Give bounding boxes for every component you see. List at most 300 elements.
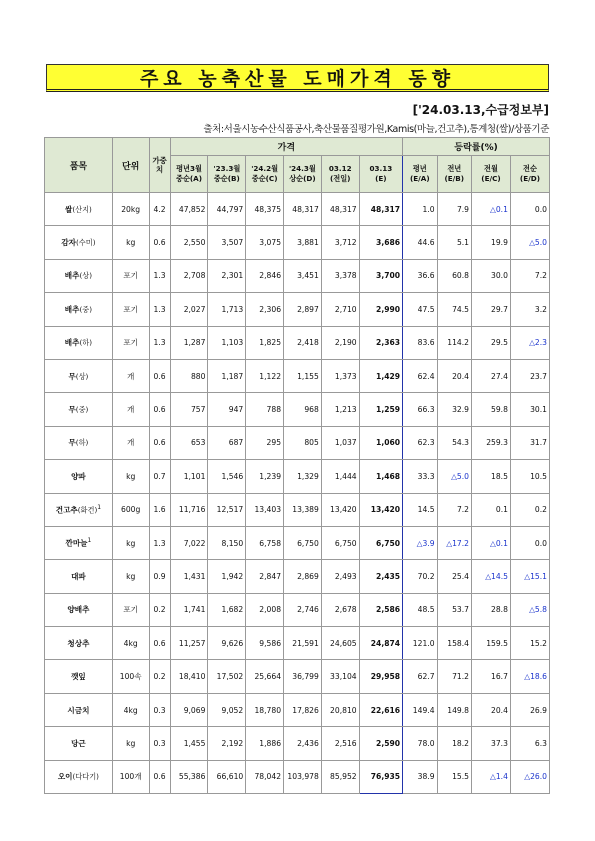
item-name: 배추 bbox=[64, 304, 80, 314]
unit-cell: 4kg bbox=[112, 693, 149, 726]
price-cell: 48,317 bbox=[321, 193, 359, 226]
header-price-col-line1: 03.13 bbox=[369, 164, 393, 173]
price-cell: 947 bbox=[208, 393, 246, 426]
rate-cell: 18.5 bbox=[472, 460, 511, 493]
table-row bbox=[45, 193, 550, 226]
price-cell: 1,213 bbox=[321, 393, 359, 426]
item-name-cell bbox=[45, 426, 113, 459]
item-name: 청상추 bbox=[67, 638, 90, 648]
header-price-col-line1: '24.2월 bbox=[251, 164, 279, 173]
price-cell: 2,306 bbox=[246, 293, 284, 326]
price-cell: 9,069 bbox=[170, 693, 208, 726]
rate-cell: 60.8 bbox=[437, 259, 471, 292]
price-cell: 2,550 bbox=[170, 226, 208, 259]
item-name-cell bbox=[45, 226, 113, 259]
table-row bbox=[45, 326, 550, 359]
unit-cell: 포기 bbox=[112, 259, 149, 292]
item-name: 깻잎 bbox=[71, 672, 86, 682]
header-rate-col bbox=[437, 156, 471, 193]
weight-cell: 0.2 bbox=[149, 593, 170, 626]
item-name: 양파 bbox=[71, 471, 86, 481]
header-rate-col-line2: (E/D) bbox=[519, 174, 540, 183]
rate-cell: 27.4 bbox=[472, 359, 511, 392]
item-name-cell bbox=[45, 259, 113, 292]
item-name: 당근 bbox=[71, 738, 86, 748]
unit-cell: 600g bbox=[112, 493, 149, 526]
header-rate-col-line1: 평년 bbox=[412, 164, 427, 173]
price-cell: 1,373 bbox=[321, 359, 359, 392]
rate-cell: 20.4 bbox=[472, 693, 511, 726]
item-name-cell bbox=[45, 493, 113, 526]
price-cell: 1,741 bbox=[170, 593, 208, 626]
item-name: 깐마늘 bbox=[65, 538, 88, 548]
price-cell: 2,363 bbox=[359, 326, 402, 359]
rate-cell: △18.6 bbox=[510, 660, 549, 693]
price-cell: 1,155 bbox=[284, 359, 322, 392]
table-row bbox=[45, 693, 550, 726]
price-cell: 3,507 bbox=[208, 226, 246, 259]
rate-cell: 78.0 bbox=[403, 727, 437, 760]
rate-cell: △26.0 bbox=[510, 760, 549, 793]
weight-cell: 0.7 bbox=[149, 460, 170, 493]
price-cell: 9,052 bbox=[208, 693, 246, 726]
price-cell: 66,610 bbox=[208, 760, 246, 793]
price-cell: 55,386 bbox=[170, 760, 208, 793]
price-cell: 2,846 bbox=[246, 259, 284, 292]
price-cell: 2,586 bbox=[359, 593, 402, 626]
table-row bbox=[45, 426, 550, 459]
unit-cell: 20kg bbox=[112, 193, 149, 226]
price-cell: 103,978 bbox=[284, 760, 322, 793]
rate-cell: 74.5 bbox=[437, 293, 471, 326]
weight-cell: 1.6 bbox=[149, 493, 170, 526]
price-cell: 1,444 bbox=[321, 460, 359, 493]
rate-cell: 26.9 bbox=[510, 693, 549, 726]
unit-cell: 포기 bbox=[112, 293, 149, 326]
unit-cell: 포기 bbox=[112, 593, 149, 626]
price-cell: 48,317 bbox=[359, 193, 402, 226]
header-item: 품목 bbox=[45, 138, 113, 193]
rate-cell: 62.7 bbox=[403, 660, 437, 693]
rate-cell: 29.5 bbox=[472, 326, 511, 359]
price-cell: 12,517 bbox=[208, 493, 246, 526]
header-price-col-line1: '24.3월 bbox=[288, 164, 316, 173]
rate-cell: 0.0 bbox=[510, 193, 549, 226]
weight-cell: 0.6 bbox=[149, 760, 170, 793]
price-cell: 687 bbox=[208, 426, 246, 459]
rate-cell: 121.0 bbox=[403, 627, 437, 660]
header-price-col bbox=[246, 156, 284, 193]
rate-cell: 62.4 bbox=[403, 359, 437, 392]
rate-cell: 19.9 bbox=[472, 226, 511, 259]
unit-cell: 포기 bbox=[112, 326, 149, 359]
item-grade: (중) bbox=[75, 405, 89, 415]
rate-cell: 15.2 bbox=[510, 627, 549, 660]
rate-cell: 0.1 bbox=[472, 493, 511, 526]
item-grade: (하) bbox=[79, 338, 93, 348]
price-cell: 47,852 bbox=[170, 193, 208, 226]
header-rate-col-line1: 전년 bbox=[447, 164, 462, 173]
price-cell: 1,101 bbox=[170, 460, 208, 493]
rate-cell: 66.3 bbox=[403, 393, 437, 426]
header-price-col-line2: (E) bbox=[375, 174, 387, 183]
price-cell: 1,060 bbox=[359, 426, 402, 459]
price-cell: 3,686 bbox=[359, 226, 402, 259]
title-box bbox=[46, 64, 549, 92]
header-rate-col-line1: 전월 bbox=[484, 164, 498, 173]
header-rate-col-line1: 전순 bbox=[523, 164, 537, 173]
unit-cell: kg bbox=[112, 226, 149, 259]
weight-cell: 0.6 bbox=[149, 359, 170, 392]
price-cell: 17,502 bbox=[208, 660, 246, 693]
price-cell: 2,869 bbox=[284, 560, 322, 593]
header-rate-group: 등락률(%) bbox=[403, 138, 550, 156]
price-cell: 2,990 bbox=[359, 293, 402, 326]
price-cell: 22,616 bbox=[359, 693, 402, 726]
rate-cell: 149.8 bbox=[437, 693, 471, 726]
header-price-group: 가격 bbox=[170, 138, 402, 156]
item-name-cell bbox=[45, 526, 113, 559]
price-cell: 20,810 bbox=[321, 693, 359, 726]
price-cell: 24,874 bbox=[359, 627, 402, 660]
page-title: 주요 농축산물 도매가격 동향 bbox=[139, 67, 456, 90]
rate-cell: 149.4 bbox=[403, 693, 437, 726]
weight-cell: 0.6 bbox=[149, 226, 170, 259]
price-cell: 13,389 bbox=[284, 493, 322, 526]
price-cell: 1,713 bbox=[208, 293, 246, 326]
price-cell: 295 bbox=[246, 426, 284, 459]
price-cell: 1,942 bbox=[208, 560, 246, 593]
rate-cell: 18.2 bbox=[437, 727, 471, 760]
price-cell: 7,022 bbox=[170, 526, 208, 559]
item-name-cell bbox=[45, 627, 113, 660]
rate-cell: △0.1 bbox=[472, 526, 511, 559]
price-cell: 48,317 bbox=[284, 193, 322, 226]
table-row bbox=[45, 526, 550, 559]
rate-cell: 159.5 bbox=[472, 627, 511, 660]
item-name: 무 bbox=[68, 405, 76, 415]
rate-cell: △0.1 bbox=[472, 193, 511, 226]
rate-cell: 259.3 bbox=[472, 426, 511, 459]
item-grade: (수미) bbox=[76, 238, 96, 248]
item-name: 배추 bbox=[64, 271, 80, 281]
price-cell: 1,682 bbox=[208, 593, 246, 626]
price-cell: 1,122 bbox=[246, 359, 284, 392]
price-cell: 1,431 bbox=[170, 560, 208, 593]
rate-cell: 16.7 bbox=[472, 660, 511, 693]
price-cell: 3,378 bbox=[321, 259, 359, 292]
rate-cell: 38.9 bbox=[403, 760, 437, 793]
item-name: 양배추 bbox=[67, 605, 90, 615]
price-cell: 1,825 bbox=[246, 326, 284, 359]
item-footnote-mark: 1 bbox=[87, 537, 92, 545]
item-name-cell bbox=[45, 193, 113, 226]
unit-cell: 100속 bbox=[112, 660, 149, 693]
price-cell: 6,758 bbox=[246, 526, 284, 559]
price-cell: 6,750 bbox=[359, 526, 402, 559]
item-grade: (중) bbox=[79, 304, 93, 314]
price-cell: 6,750 bbox=[284, 526, 322, 559]
price-cell: 1,329 bbox=[284, 460, 322, 493]
price-cell: 2,590 bbox=[359, 727, 402, 760]
price-cell: 653 bbox=[170, 426, 208, 459]
table-row bbox=[45, 359, 550, 392]
header-rate-col bbox=[510, 156, 549, 193]
item-name: 시금치 bbox=[67, 705, 90, 715]
weight-cell: 0.3 bbox=[149, 693, 170, 726]
price-cell: 1,886 bbox=[246, 727, 284, 760]
item-name: 쌀 bbox=[64, 204, 73, 214]
rate-cell: 33.3 bbox=[403, 460, 437, 493]
rate-cell: △2.3 bbox=[510, 326, 549, 359]
price-cell: 6,750 bbox=[321, 526, 359, 559]
item-grade: (화건) bbox=[77, 505, 98, 515]
header-price-col bbox=[170, 156, 208, 193]
item-grade: (다다기) bbox=[72, 772, 99, 782]
rate-cell: 83.6 bbox=[403, 326, 437, 359]
rate-cell: △5.0 bbox=[437, 460, 471, 493]
header-rate-col bbox=[403, 156, 437, 193]
rate-cell: △5.0 bbox=[510, 226, 549, 259]
price-cell: 24,605 bbox=[321, 627, 359, 660]
rate-cell: △1.4 bbox=[472, 760, 511, 793]
price-cell: 29,958 bbox=[359, 660, 402, 693]
rate-cell: 6.3 bbox=[510, 727, 549, 760]
item-name: 감자 bbox=[61, 238, 76, 248]
rate-cell: 5.1 bbox=[437, 226, 471, 259]
rate-cell: 0.0 bbox=[510, 526, 549, 559]
rate-cell: 158.4 bbox=[437, 627, 471, 660]
price-cell: 78,042 bbox=[246, 760, 284, 793]
item-name-cell bbox=[45, 693, 113, 726]
unit-cell: kg bbox=[112, 727, 149, 760]
item-name-cell bbox=[45, 460, 113, 493]
unit-cell: kg bbox=[112, 460, 149, 493]
price-cell: 18,780 bbox=[246, 693, 284, 726]
weight-cell: 1.3 bbox=[149, 259, 170, 292]
price-cell: 2,192 bbox=[208, 727, 246, 760]
rate-cell: 28.8 bbox=[472, 593, 511, 626]
item-name-cell bbox=[45, 727, 113, 760]
price-cell: 25,664 bbox=[246, 660, 284, 693]
table-row bbox=[45, 460, 550, 493]
rate-cell: 54.3 bbox=[437, 426, 471, 459]
weight-cell: 0.6 bbox=[149, 426, 170, 459]
unit-cell: 4kg bbox=[112, 627, 149, 660]
item-grade: (하) bbox=[75, 438, 89, 448]
rate-cell: 71.2 bbox=[437, 660, 471, 693]
header-price-col-line1: 03.12 bbox=[328, 164, 352, 173]
price-cell: 2,190 bbox=[321, 326, 359, 359]
price-cell: 2,493 bbox=[321, 560, 359, 593]
table-row bbox=[45, 760, 550, 793]
price-cell: 3,700 bbox=[359, 259, 402, 292]
price-cell: 968 bbox=[284, 393, 322, 426]
price-cell: 1,455 bbox=[170, 727, 208, 760]
price-cell: 880 bbox=[170, 359, 208, 392]
rate-cell: 44.6 bbox=[403, 226, 437, 259]
item-name-cell bbox=[45, 326, 113, 359]
rate-cell: 23.7 bbox=[510, 359, 549, 392]
rate-cell: △15.1 bbox=[510, 560, 549, 593]
header-rate-col-line2: (E/B) bbox=[444, 174, 465, 183]
price-cell: 2,008 bbox=[246, 593, 284, 626]
item-name-cell bbox=[45, 359, 113, 392]
header-rate-col-line2: (E/A) bbox=[409, 174, 430, 183]
rate-cell: 29.7 bbox=[472, 293, 511, 326]
item-name-cell bbox=[45, 760, 113, 793]
weight-cell: 1.3 bbox=[149, 526, 170, 559]
price-cell: 757 bbox=[170, 393, 208, 426]
table-row bbox=[45, 627, 550, 660]
rate-cell: 37.3 bbox=[472, 727, 511, 760]
table-row bbox=[45, 660, 550, 693]
price-cell: 13,403 bbox=[246, 493, 284, 526]
table-row bbox=[45, 226, 550, 259]
price-cell: 1,103 bbox=[208, 326, 246, 359]
price-cell: 1,187 bbox=[208, 359, 246, 392]
rate-cell: △17.2 bbox=[437, 526, 471, 559]
price-cell: 805 bbox=[284, 426, 322, 459]
table-row bbox=[45, 259, 550, 292]
price-cell: 3,712 bbox=[321, 226, 359, 259]
price-cell: 2,435 bbox=[359, 560, 402, 593]
price-cell: 3,451 bbox=[284, 259, 322, 292]
price-cell: 2,710 bbox=[321, 293, 359, 326]
price-table bbox=[44, 137, 550, 794]
item-name-cell bbox=[45, 660, 113, 693]
table-row bbox=[45, 393, 550, 426]
unit-cell: 100개 bbox=[112, 760, 149, 793]
header-price-col bbox=[359, 156, 402, 193]
table-row bbox=[45, 727, 550, 760]
price-cell: 2,516 bbox=[321, 727, 359, 760]
header-weight: 가중치 bbox=[149, 138, 170, 193]
rate-cell: 20.4 bbox=[437, 359, 471, 392]
header-rate-col-line2: (E/C) bbox=[481, 174, 501, 183]
price-cell: 1,287 bbox=[170, 326, 208, 359]
rate-cell: 47.5 bbox=[403, 293, 437, 326]
table-row bbox=[45, 293, 550, 326]
table-row bbox=[45, 560, 550, 593]
item-name-cell bbox=[45, 293, 113, 326]
price-cell: 33,104 bbox=[321, 660, 359, 693]
item-grade: (상) bbox=[79, 271, 93, 281]
rate-cell: 59.8 bbox=[472, 393, 511, 426]
price-cell: 2,678 bbox=[321, 593, 359, 626]
weight-cell: 0.6 bbox=[149, 627, 170, 660]
source-note: 출처:서울시농수산식품공사,축산물품질평가원,Kamis(마늘,건고추),통계청(쌀)/상품기준 bbox=[203, 124, 549, 135]
weight-cell: 0.6 bbox=[149, 393, 170, 426]
price-cell: 13,420 bbox=[321, 493, 359, 526]
unit-cell: kg bbox=[112, 526, 149, 559]
header-rate-col bbox=[472, 156, 511, 193]
rate-cell: 30.1 bbox=[510, 393, 549, 426]
rate-cell: 114.2 bbox=[437, 326, 471, 359]
header-price-col bbox=[321, 156, 359, 193]
header-price-col-line2: 중순(A) bbox=[176, 174, 203, 183]
price-cell: 2,436 bbox=[284, 727, 322, 760]
price-cell: 1,429 bbox=[359, 359, 402, 392]
rate-cell: 14.5 bbox=[403, 493, 437, 526]
price-cell: 2,847 bbox=[246, 560, 284, 593]
rate-cell: 31.7 bbox=[510, 426, 549, 459]
item-name: 배추 bbox=[64, 338, 80, 348]
item-footnote-mark: 1 bbox=[97, 503, 102, 511]
header-price-col bbox=[284, 156, 322, 193]
item-name: 대파 bbox=[71, 571, 86, 581]
price-cell: 18,410 bbox=[170, 660, 208, 693]
price-cell: 2,897 bbox=[284, 293, 322, 326]
item-name-cell bbox=[45, 593, 113, 626]
price-cell: 1,239 bbox=[246, 460, 284, 493]
item-name: 오이 bbox=[57, 772, 73, 782]
rate-cell: 7.9 bbox=[437, 193, 471, 226]
price-cell: 2,418 bbox=[284, 326, 322, 359]
unit-cell: 개 bbox=[112, 359, 149, 392]
item-grade: (산지) bbox=[72, 204, 92, 214]
item-name-cell bbox=[45, 560, 113, 593]
rate-cell: △5.8 bbox=[510, 593, 549, 626]
price-cell: 3,075 bbox=[246, 226, 284, 259]
rate-cell: 32.9 bbox=[437, 393, 471, 426]
price-cell: 11,716 bbox=[170, 493, 208, 526]
rate-cell: 36.6 bbox=[403, 259, 437, 292]
price-cell: 11,257 bbox=[170, 627, 208, 660]
unit-cell: 개 bbox=[112, 426, 149, 459]
rate-cell: 15.5 bbox=[437, 760, 471, 793]
unit-cell: kg bbox=[112, 560, 149, 593]
rate-cell: 70.2 bbox=[403, 560, 437, 593]
price-cell: 76,935 bbox=[359, 760, 402, 793]
rate-cell: △14.5 bbox=[472, 560, 511, 593]
price-cell: 2,746 bbox=[284, 593, 322, 626]
price-cell: 9,626 bbox=[208, 627, 246, 660]
unit-cell: 개 bbox=[112, 393, 149, 426]
rate-cell: 53.7 bbox=[437, 593, 471, 626]
weight-cell: 1.3 bbox=[149, 326, 170, 359]
header-price-col-line1: '23.3월 bbox=[213, 164, 241, 173]
weight-cell: 4.2 bbox=[149, 193, 170, 226]
price-cell: 17,826 bbox=[284, 693, 322, 726]
header-price-col-line2: 중순(B) bbox=[213, 174, 240, 183]
price-cell: 1,546 bbox=[208, 460, 246, 493]
item-name: 건고추 bbox=[55, 505, 78, 515]
rate-cell: 48.5 bbox=[403, 593, 437, 626]
price-cell: 8,150 bbox=[208, 526, 246, 559]
header-price-col bbox=[208, 156, 246, 193]
price-cell: 36,799 bbox=[284, 660, 322, 693]
item-name: 무 bbox=[68, 371, 76, 381]
rate-cell: △3.9 bbox=[403, 526, 437, 559]
weight-cell: 1.3 bbox=[149, 293, 170, 326]
table-row bbox=[45, 593, 550, 626]
price-cell: 2,708 bbox=[170, 259, 208, 292]
weight-cell: 0.9 bbox=[149, 560, 170, 593]
weight-cell: 0.3 bbox=[149, 727, 170, 760]
rate-cell: 10.5 bbox=[510, 460, 549, 493]
price-cell: 3,881 bbox=[284, 226, 322, 259]
weight-cell: 0.2 bbox=[149, 660, 170, 693]
rate-cell: 3.2 bbox=[510, 293, 549, 326]
item-name: 무 bbox=[68, 438, 76, 448]
header-price-col-line2: 상순(D) bbox=[289, 174, 316, 183]
price-cell: 21,591 bbox=[284, 627, 322, 660]
item-name-cell bbox=[45, 393, 113, 426]
table-row bbox=[45, 493, 550, 526]
price-cell: 2,301 bbox=[208, 259, 246, 292]
header-unit: 단위 bbox=[112, 138, 149, 193]
